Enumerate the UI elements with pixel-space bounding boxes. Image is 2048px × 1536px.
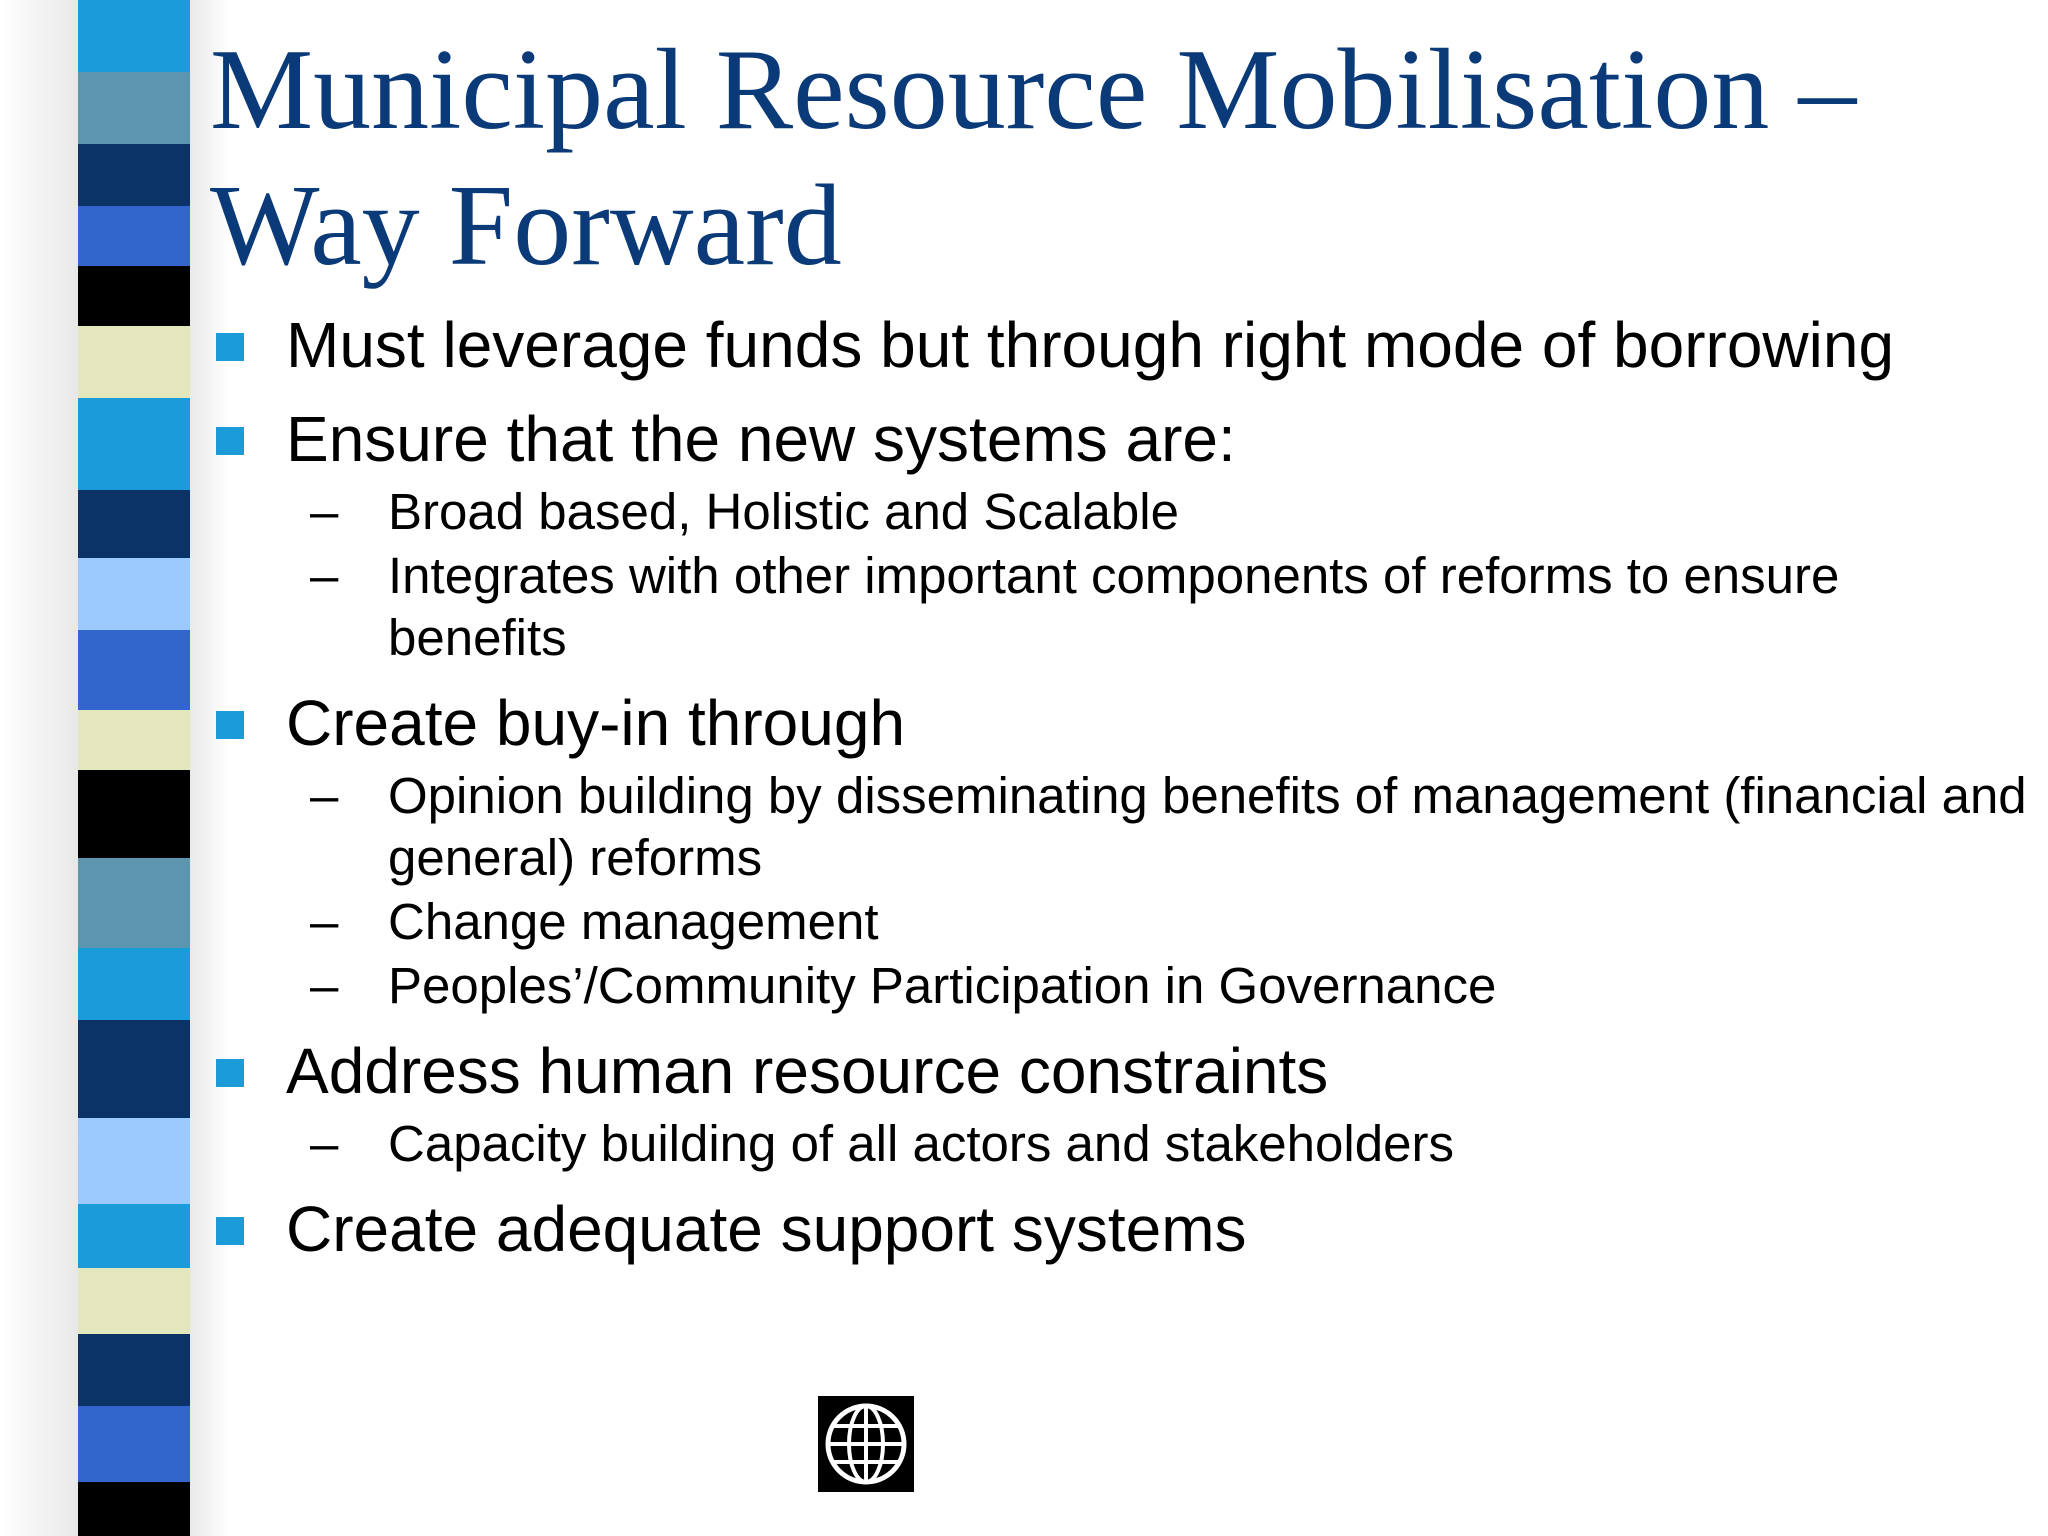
square-bullet-icon	[216, 333, 244, 361]
square-bullet-icon	[216, 427, 244, 455]
stripe-segment	[78, 490, 190, 558]
dash-bullet: –	[310, 893, 339, 950]
sub-bullet-text: Peoples’/Community Participation in Governance	[388, 957, 1497, 1014]
stripe-segment	[78, 1020, 190, 1118]
stripe-segment	[78, 1204, 190, 1268]
stripe-segment	[78, 0, 190, 72]
decorative-color-stripe	[78, 0, 190, 1536]
stripe-segment	[78, 1118, 190, 1204]
bullet-item	[210, 683, 2030, 763]
dash-bullet: –	[310, 957, 339, 1014]
stripe-segment	[78, 630, 190, 710]
dash-bullet: –	[310, 547, 339, 604]
square-bullet-icon	[216, 711, 244, 739]
bullet-text: Ensure that the new systems are:	[286, 403, 1236, 475]
sub-bullet-text: Broad based, Holistic and Scalable	[388, 483, 1179, 540]
slide-title-line-2: Way Forward	[210, 162, 842, 290]
bullet-item	[210, 1189, 2030, 1269]
sub-bullet-text: Capacity building of all actors and stakeholders	[388, 1115, 1454, 1172]
dash-bullet: –	[310, 1115, 339, 1172]
sub-bullet-item	[210, 955, 2030, 1017]
sub-bullet-item	[210, 1113, 2030, 1175]
dash-bullet: –	[310, 767, 339, 824]
sub-bullet-text: Opinion building by disseminating benefits of management (financial and general) reforms	[388, 767, 2027, 886]
stripe-segment	[78, 266, 190, 326]
stripe-segment	[78, 206, 190, 266]
stripe-segment	[78, 1482, 190, 1536]
bullet-text: Must leverage funds but through right mode of borrowing	[286, 309, 1895, 381]
square-bullet-icon	[216, 1059, 244, 1087]
slide-title	[210, 22, 1970, 294]
sub-bullet-text: Integrates with other important components of reforms to ensure benefits	[388, 547, 1840, 666]
stripe-segment	[78, 858, 190, 948]
stripe-segment	[78, 558, 190, 630]
stripe-segment	[78, 326, 190, 398]
square-bullet-icon	[216, 1217, 244, 1245]
bullet-item	[210, 1031, 2030, 1111]
sub-bullet-item	[210, 891, 2030, 953]
stripe-segment	[78, 1406, 190, 1482]
sub-bullet-item	[210, 765, 2030, 889]
stripe-segment	[78, 770, 190, 858]
bullet-item	[210, 305, 2030, 385]
sub-bullet-text: Change management	[388, 893, 879, 950]
globe-logo-icon	[818, 1396, 914, 1492]
dash-bullet: –	[310, 483, 339, 540]
sub-bullet-item	[210, 481, 2030, 543]
stripe-segment	[78, 144, 190, 206]
sub-bullet-item	[210, 545, 2030, 669]
slide-title-line-1: Municipal Resource Mobilisation –	[210, 26, 1857, 154]
bullet-text: Create adequate support systems	[286, 1193, 1247, 1265]
bullet-item	[210, 399, 2030, 479]
stripe-segment	[78, 948, 190, 1020]
bullet-list	[210, 305, 2030, 1283]
bullet-text: Create buy-in through	[286, 687, 906, 759]
stripe-segment	[78, 1334, 190, 1406]
stripe-segment	[78, 398, 190, 490]
stripe-segment	[78, 710, 190, 770]
stripe-segment	[78, 1268, 190, 1334]
stripe-segment	[78, 72, 190, 144]
bullet-text: Address human resource constraints	[286, 1035, 1329, 1107]
